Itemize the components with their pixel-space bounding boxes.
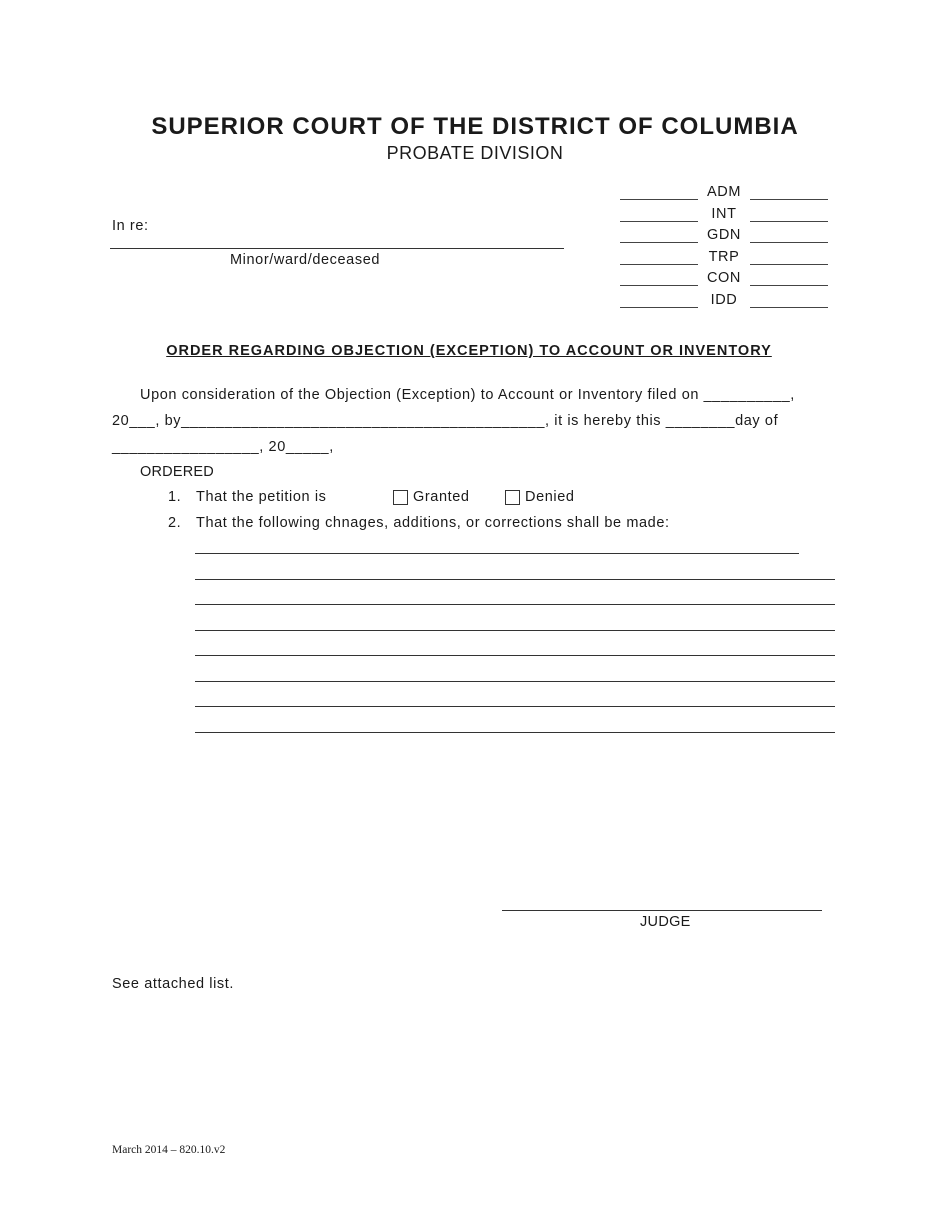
case-type-code: GDN	[706, 227, 742, 244]
granted-checkbox[interactable]	[393, 490, 408, 505]
consideration-line-2: 20___, by__________________________________________, it is hereby this ________day of	[112, 413, 779, 429]
case-number-field-right[interactable]	[750, 264, 828, 265]
case-type-row	[620, 249, 830, 271]
judge-signature-line[interactable]	[502, 910, 822, 911]
item-2-number: 2.	[168, 515, 182, 531]
ordered-label: ORDERED	[140, 464, 214, 480]
case-number-field-left[interactable]	[620, 264, 698, 265]
case-type-code: INT	[711, 205, 737, 222]
denied-checkbox[interactable]	[505, 490, 520, 505]
case-number-field-left[interactable]	[620, 199, 698, 200]
case-type-row	[620, 292, 830, 314]
division-title: PROBATE DIVISION	[386, 143, 564, 163]
denied-label: Denied	[525, 489, 575, 505]
item-1-text: That the petition is	[196, 489, 327, 505]
form-identifier: March 2014 – 820.10.v2	[112, 1144, 226, 1156]
consideration-line-3: _________________, 20_____,	[112, 439, 334, 455]
attached-list-note: See attached list.	[112, 976, 235, 992]
corrections-line[interactable]	[195, 553, 799, 554]
corrections-line[interactable]	[195, 655, 835, 656]
case-number-field-right[interactable]	[750, 221, 828, 222]
case-type-code: ADM	[706, 184, 742, 200]
granted-label: Granted	[413, 489, 470, 505]
item-2-text: That the following chnages, additions, or corrections shall be made:	[196, 515, 670, 531]
party-label: Minor/ward/deceased	[230, 252, 381, 268]
case-type-row	[620, 206, 830, 228]
corrections-line[interactable]	[195, 604, 835, 605]
case-type-row	[620, 270, 830, 292]
court-title-text: SUPERIOR COURT OF THE DISTRICT OF COLUMBIA	[151, 113, 799, 140]
judge-label: JUDGE	[640, 914, 691, 930]
party-name-field[interactable]	[110, 236, 564, 249]
case-number-field-right[interactable]	[750, 307, 828, 308]
in-re-label: In re:	[112, 218, 149, 234]
case-type-table	[620, 184, 830, 314]
court-title	[0, 113, 950, 141]
case-type-code: CON	[706, 270, 742, 287]
case-number-field-right[interactable]	[750, 199, 828, 200]
case-type-row	[620, 184, 830, 206]
case-number-field-left[interactable]	[620, 221, 698, 222]
case-number-field-left[interactable]	[620, 285, 698, 286]
corrections-line[interactable]	[195, 630, 835, 631]
case-type-row	[620, 227, 830, 249]
item-1-number: 1.	[168, 489, 182, 505]
corrections-line[interactable]	[195, 706, 835, 707]
case-number-field-right[interactable]	[750, 242, 828, 243]
corrections-line[interactable]	[195, 732, 835, 733]
order-title: ORDER REGARDING OBJECTION (EXCEPTION) TO ACCOUNT OR INVENTORY	[166, 343, 772, 359]
case-type-code: IDD	[710, 291, 738, 308]
case-number-field-left[interactable]	[620, 242, 698, 243]
case-number-field-left[interactable]	[620, 307, 698, 308]
case-number-field-right[interactable]	[750, 285, 828, 286]
corrections-line[interactable]	[195, 579, 835, 580]
case-type-code: TRP	[708, 248, 740, 265]
consideration-line-1: Upon consideration of the Objection (Exception) to Account or Inventory filed on __________,	[140, 387, 795, 403]
corrections-line[interactable]	[195, 681, 835, 682]
